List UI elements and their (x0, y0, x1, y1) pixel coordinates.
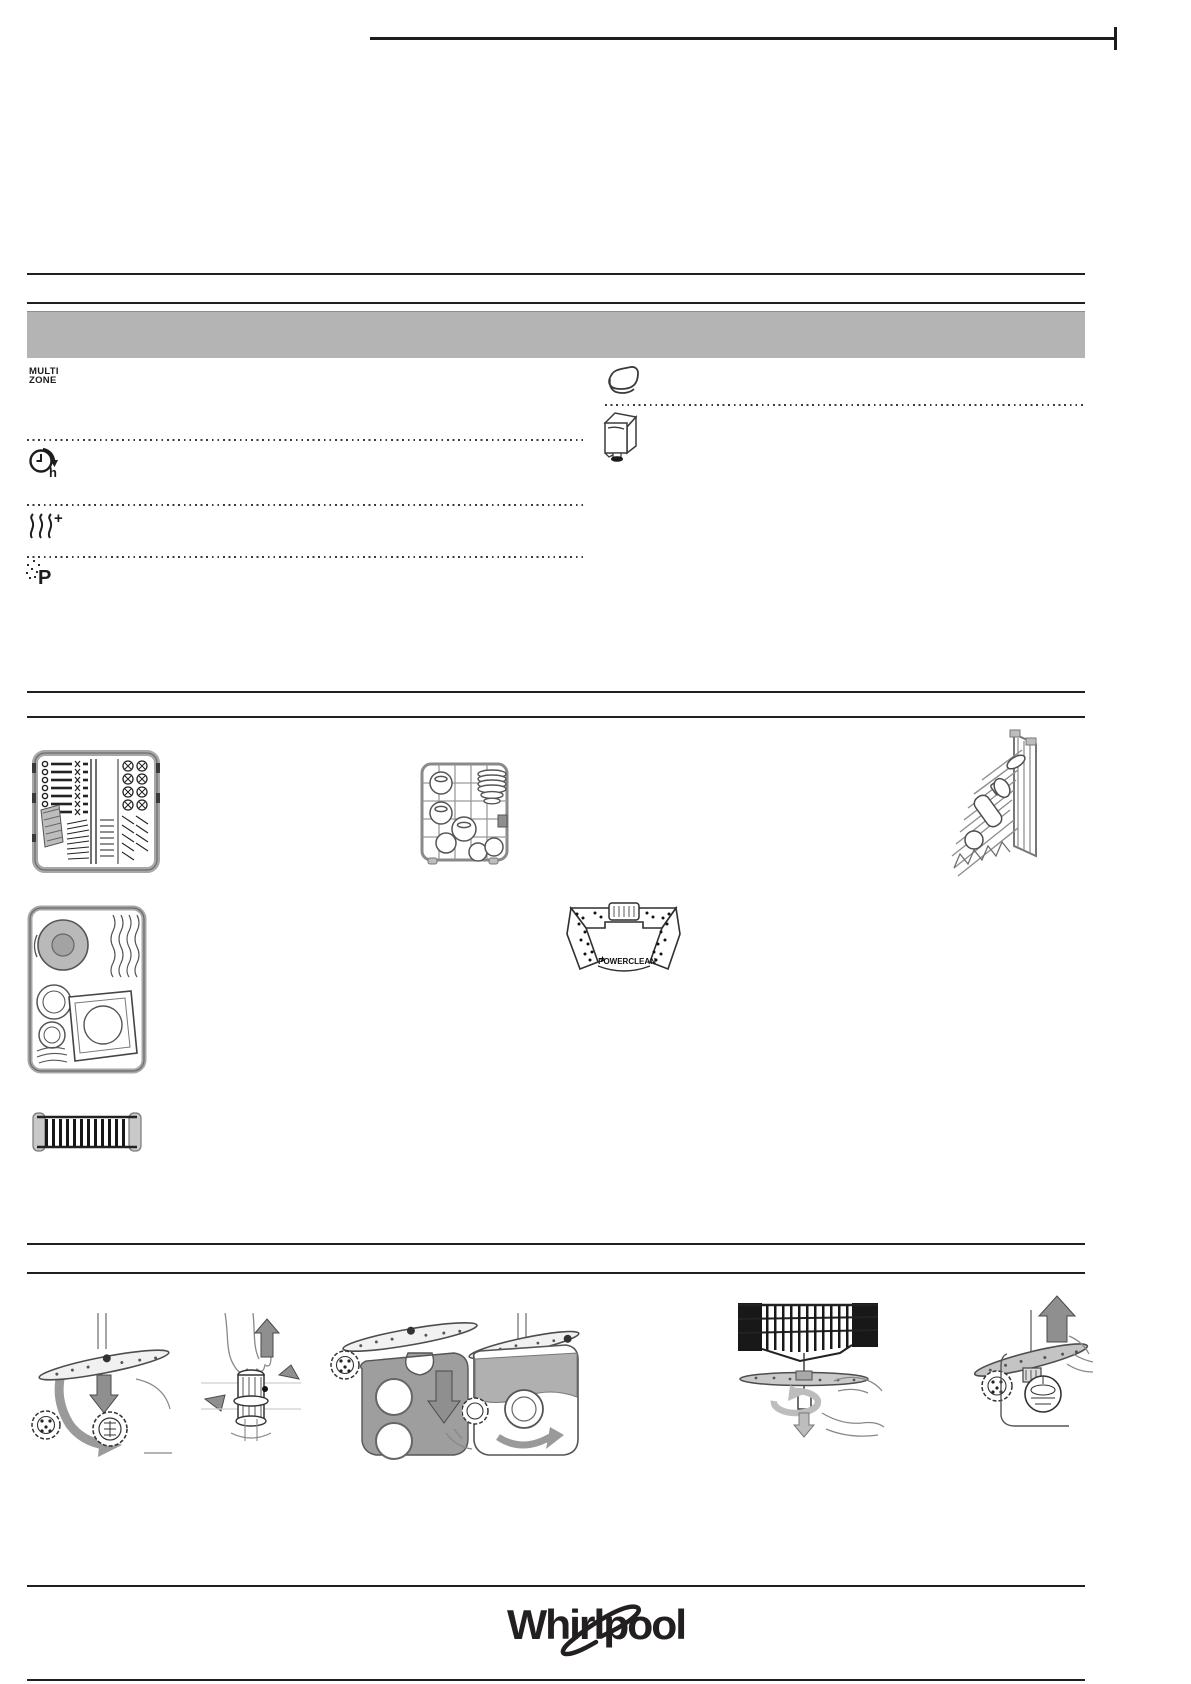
powerclean-support (565, 900, 682, 984)
divider-b-line-2 (27, 716, 1085, 718)
divider-c-line-1 (27, 1243, 1085, 1245)
delay-unit-label: h (49, 465, 57, 480)
steam-boost-icon (27, 511, 67, 541)
multi-zone-icon (29, 367, 59, 385)
footer-rule-top (27, 1585, 1085, 1587)
left-dotted-separator-1 (27, 439, 583, 441)
divider-b-line-1 (27, 691, 1085, 693)
top-rule (370, 37, 1116, 40)
divider-a-line-2 (27, 302, 1085, 304)
sparkle-program-icon (24, 556, 56, 588)
maintenance-upper-spray-arm-lift (973, 1294, 1095, 1446)
divider-a-line-1 (27, 273, 1085, 275)
delay-hours-clock-icon (27, 445, 65, 481)
maintenance-lower-spray-arm-unscrew (730, 1297, 887, 1443)
upper-basket-3d-view (415, 755, 512, 865)
top-rule-tick (1114, 27, 1117, 50)
footer-rule-bottom (27, 1679, 1085, 1681)
multi-zone-line1: MULTI (29, 366, 59, 377)
multi-zone-line2: ZONE (29, 375, 57, 386)
program-letter: P (38, 567, 52, 588)
maintenance-filter-housing-press-down (328, 1313, 480, 1461)
maintenance-sump-filter-rotate (462, 1313, 584, 1461)
salt-container-icon (598, 410, 642, 462)
powerclean-label: POWERCLEAN (598, 957, 656, 966)
maintenance-filter-removal-hands (195, 1313, 307, 1461)
divider-c-line-2 (27, 1272, 1085, 1274)
lower-rack-side (738, 1303, 878, 1361)
left-dotted-separator-2 (27, 504, 583, 506)
right-dotted-separator-1 (605, 404, 1085, 406)
lower-rack-loaded-top-view (27, 905, 148, 1155)
logo-wordmark: Whirlpool (507, 1601, 685, 1648)
steam-plus-label: + (54, 511, 63, 527)
section-banner (27, 311, 1085, 358)
lower-rack-side-strip (33, 1113, 141, 1151)
cutlery-rack-3d-view (950, 728, 1040, 880)
top-rack-loaded-top-view (32, 750, 160, 873)
whirlpool-logo (500, 1592, 692, 1660)
left-dotted-separator-3 (27, 556, 583, 558)
detergent-tablet-icon (604, 361, 642, 397)
maintenance-spray-arm-and-filter-rotate (26, 1313, 178, 1461)
